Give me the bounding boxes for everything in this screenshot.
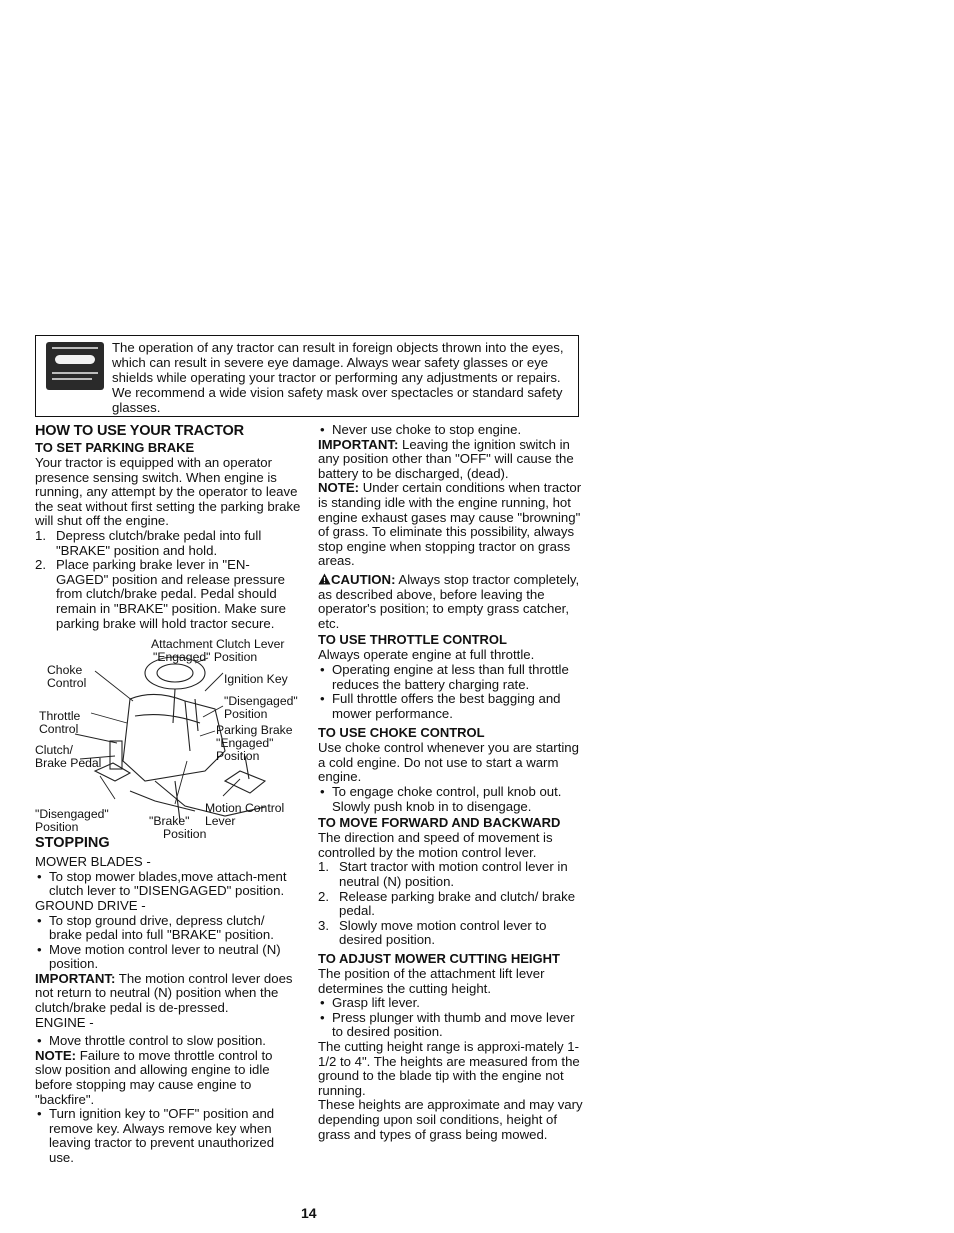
list-item: • Full throttle offers the best bagging and mower performance.: [318, 692, 588, 721]
important-label: IMPORTANT:: [318, 436, 399, 452]
list-item: • Move motion control lever to neutral (N) position.: [35, 943, 301, 972]
throttle-heading: TO USE THROTTLE CONTROL: [318, 632, 507, 648]
diagram-label: Attachment Clutch Lever: [151, 637, 285, 652]
mower-blades-list: [35, 870, 301, 899]
important-paragraph: [318, 438, 588, 482]
ground-drive-subheading: GROUND DRIVE -: [35, 897, 146, 913]
diagram-label: Motion Control: [205, 801, 285, 816]
diagram-label: "Brake": [149, 814, 190, 829]
note-label: NOTE:: [35, 1047, 77, 1063]
step-text: Slowly move motion control lever to desired position.: [339, 917, 547, 948]
list-item: [318, 890, 588, 919]
logo-line-top: [52, 347, 98, 349]
step-number: 2.: [35, 557, 46, 573]
mower-blades-subheading: MOWER BLADES -: [35, 854, 151, 870]
important-text: Leaving the ignition switch in any position other than "OFF" will cause the battery to be discharged, (dead).: [318, 436, 574, 481]
right-column: [318, 423, 588, 1142]
diagram-label: Throttle: [39, 709, 81, 724]
diagram-label: "Engaged": [216, 736, 274, 751]
important-paragraph: [35, 972, 301, 1016]
list-item: • Never use choke to stop engine.: [318, 423, 588, 438]
throttle-intro: Always operate engine at full throttle.: [318, 647, 535, 663]
cutting-height-text-1: The cutting height range is approxi-mately 1-1/2 to 4". The heights are measured from the ground to the blade tip with the engine not running.: [318, 1038, 580, 1098]
section-title: HOW TO USE YOUR TRACTOR: [35, 423, 244, 439]
note-paragraph: [318, 481, 588, 569]
diagram-label: Position: [163, 827, 207, 842]
step-number: 1.: [35, 527, 46, 543]
stopping-heading: STOPPING: [35, 835, 110, 852]
note-text: Under certain conditions when tractor is standing idle with the engine running, hot engine exhaust gases may cause "browning" of grass. To eliminate this possibility, always stop engine when stopping tractor on grass areas.: [318, 480, 582, 569]
diagram-label: "Disengaged": [35, 807, 109, 822]
parking-brake-steps: [35, 529, 301, 631]
engine-subheading: ENGINE -: [35, 1014, 94, 1030]
forward-backward-heading: TO MOVE FORWARD AND BACKWARD: [318, 815, 561, 831]
list-item: [35, 558, 301, 631]
choke-list: [318, 785, 588, 814]
diagram-label: Parking Brake: [216, 723, 293, 738]
caution-icon: [318, 573, 331, 585]
step-number: 1.: [318, 859, 329, 875]
choke-warning-list: [318, 423, 588, 438]
diagram-label: Choke: [47, 663, 83, 678]
note-label: NOTE:: [318, 480, 360, 496]
step-text: Depress clutch/brake pedal into full "BRAKE" position and hold.: [56, 527, 262, 558]
note-paragraph: [35, 1049, 301, 1107]
list-item: • To stop ground drive, depress clutch/ brake pedal into full "BRAKE" position.: [35, 914, 301, 943]
forward-backward-steps: [318, 860, 588, 948]
safety-warning-box: [35, 335, 579, 417]
list-item: [318, 860, 588, 889]
cutting-height-heading: TO ADJUST MOWER CUTTING HEIGHT: [318, 951, 560, 966]
list-item: • Press plunger with thumb and move lever to desired position.: [318, 1011, 588, 1040]
step-text: Release parking brake and clutch/ brake pedal.: [339, 888, 576, 919]
important-label: IMPORTANT:: [35, 970, 116, 986]
diagram-label: Lever: [205, 814, 236, 829]
diagram-label: Position: [224, 707, 268, 722]
logo-line-1: [52, 372, 98, 374]
diagram-label: Control: [39, 722, 79, 737]
diagram-label: "Disengaged": [224, 694, 298, 709]
diagram-label: Control: [47, 676, 87, 691]
list-item: • To stop mower blades,move attach-ment clutch lever to "DISENGAGED" position.: [35, 870, 301, 899]
diagram-label: Position: [216, 749, 260, 764]
ground-drive-list: [35, 914, 301, 972]
important-text: The motion control lever does not return to neutral (N) position when the clutch/brake pedal is de-pressed.: [35, 970, 293, 1016]
diagram-label: Clutch/: [35, 743, 73, 758]
choke-heading: TO USE CHOKE CONTROL: [318, 725, 485, 741]
step-number: 2.: [318, 888, 329, 904]
throttle-list: [318, 663, 588, 721]
list-item: • Grasp lift lever.: [318, 996, 588, 1011]
cutting-height-list: [318, 996, 588, 1040]
diagram-label: "Engaged" Position: [153, 650, 258, 665]
diagram-label: Position: [35, 820, 79, 835]
parking-brake-intro: Your tractor is equipped with an operator presence sensing switch. When engine is running, any attempt by the operator to leave the seat without first setting the parking brake will shut off the engine.: [35, 455, 301, 529]
engine-list: [35, 1034, 301, 1049]
cutting-height-intro: The position of the attachment lift lever determines the cutting height.: [318, 966, 545, 996]
list-item: [318, 919, 588, 948]
logo-pill: [55, 355, 95, 364]
page-number: 14: [301, 1205, 317, 1221]
list-item: [35, 529, 301, 558]
step-text: Start tractor with motion control lever in neutral (N) position.: [339, 859, 568, 890]
caution-text: Always stop tractor completely, as described above, before leaving the operator's position; to empty grass catcher, etc.: [318, 571, 580, 631]
controls-diagram: [35, 631, 301, 845]
engine-list-2: [35, 1107, 301, 1165]
caution-paragraph: [318, 573, 588, 631]
left-column: [35, 423, 301, 1166]
diagram-label: Ignition Key: [224, 672, 288, 687]
list-item: • Operating engine at less than full throttle reduces the battery charging rate.: [318, 663, 588, 692]
step-number: 3.: [318, 917, 329, 933]
cutting-height-text-2: These heights are approximate and may vary depending upon soil conditions, height of grass and types of grass being mowed.: [318, 1097, 583, 1142]
forward-backward-intro: The direction and speed of movement is controlled by the motion control lever.: [318, 830, 553, 860]
list-item: • To engage choke control, pull knob out. Slowly push knob in to disengage.: [318, 785, 588, 814]
step-text: Place parking brake lever in "EN-GAGED" position and release pressure from clutch/brake pedal. Pedal should remain in "BRAKE" position. Make sure parking brake will hold tractor secure.: [56, 557, 286, 631]
caution-label: CAUTION:: [331, 571, 396, 587]
choke-intro: Use choke control whenever you are starting a cold engine. Do not use to start a warm engine.: [318, 740, 579, 785]
list-item: • Move throttle control to slow position.: [35, 1034, 301, 1049]
safety-glasses-logo: [46, 342, 104, 390]
parking-brake-heading: TO SET PARKING BRAKE: [35, 440, 195, 455]
list-item: • Turn ignition key to "OFF" position and remove key. Always remove key when leaving tractor to prevent unauthorized use.: [35, 1107, 301, 1165]
logo-line-2: [52, 378, 92, 380]
diagram-label: Brake Pedal: [35, 756, 102, 771]
warning-text: The operation of any tractor can result in foreign objects thrown into the eyes, which can result in severe eye damage. Always wear safety glasses or eye shields while operating your tractor or performing any adjustments or repairs. We recommend a wide vision safety mask over spectacles or standard safety glasses.: [112, 340, 564, 415]
note-text: Failure to move throttle control to slow position and allowing engine to idle before stopping may cause engine to "backfire".: [35, 1047, 273, 1107]
